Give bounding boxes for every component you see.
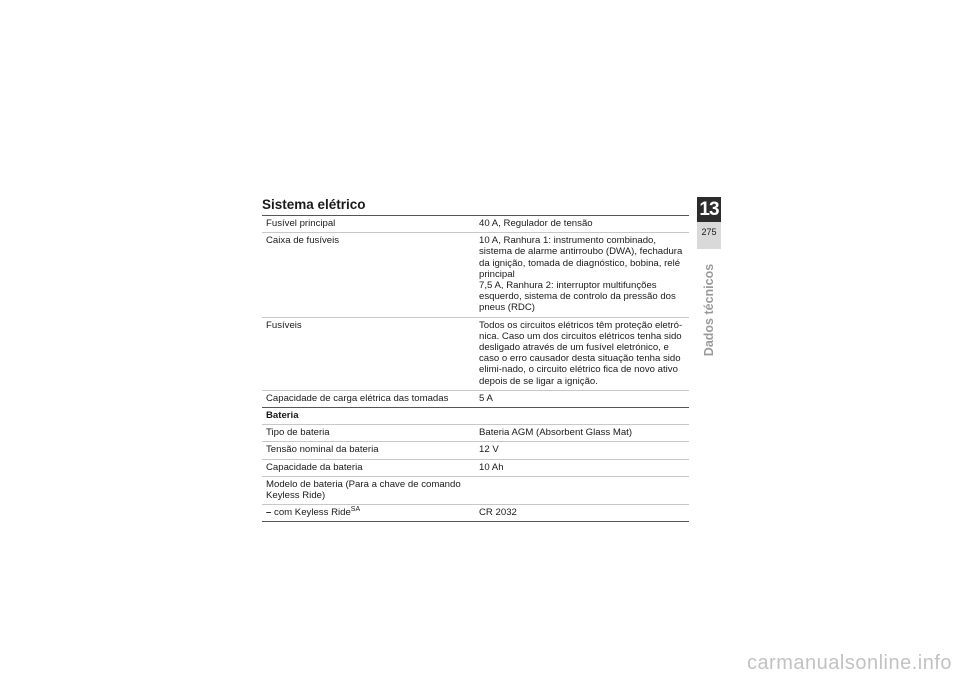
spec-value: 10 A, Ranhura 1: instrumento combinado, sistema de alarme antirroubo (DWA), fechadura da ignição, tomada de diagnóstico, bobina, relé principal 7,5 A, Ranhura 2: interruptor multifunções esquerdo, sistema de controlo da pressão dos pneus (RDC) [475,233,689,317]
keyless-label: com Keyless Ride [274,507,351,519]
spec-label: Tensão nominal da bateria [262,442,475,459]
table-row [262,505,689,522]
table-row [262,442,689,459]
spec-label: Fusíveis [262,317,475,390]
spec-label: Capacidade de carga elétrica das tomadas [262,390,475,407]
dash-marker: – [266,507,272,519]
spec-value [475,476,689,504]
table-row [262,390,689,407]
spec-value: 10 Ah [475,459,689,476]
section-title: Sistema elétrico [262,197,366,212]
electrical-spec-table [262,215,689,522]
spec-label: Modelo de bateria (Para a chave de comando Keyless Ride) [262,476,475,504]
battery-heading: Bateria [262,408,689,425]
table-row [262,476,689,504]
spec-value: Todos os circuitos elétricos têm proteção eletró-nica. Caso um dos circuitos elétricos tenha sido desligado através de um fusível eletrónico, e caso o erro causador desta situação tenha sido elimi-nado, o circuito elétrico fica de novo ativo depois de se ligar a ignição. [475,317,689,390]
special-equipment-mark: SA [350,506,361,514]
keyless-label-cell [262,505,475,522]
page-number: 275 [701,227,717,237]
table-row [262,317,689,390]
table-row [262,459,689,476]
spec-value: 5 A [475,390,689,407]
chapter-number: 13 [699,199,719,220]
spec-label: Caixa de fusíveis [262,233,475,317]
table-row [262,425,689,442]
spec-value: 40 A, Regulador de tensão [475,216,689,233]
spec-value: CR 2032 [475,505,689,522]
watermark: carmanualsonline.info [746,652,952,674]
battery-heading-row [262,408,689,425]
table-row [262,216,689,233]
spec-label: Capacidade da bateria [262,459,475,476]
spec-label: Tipo de bateria [262,425,475,442]
spec-value: 12 V [475,442,689,459]
chapter-tab [697,197,721,249]
chapter-label: Dados técnicos [702,263,716,357]
spec-value: Bateria AGM (Absorbent Glass Mat) [475,425,689,442]
table-row [262,233,689,317]
spec-label: Fusível principal [262,216,475,233]
